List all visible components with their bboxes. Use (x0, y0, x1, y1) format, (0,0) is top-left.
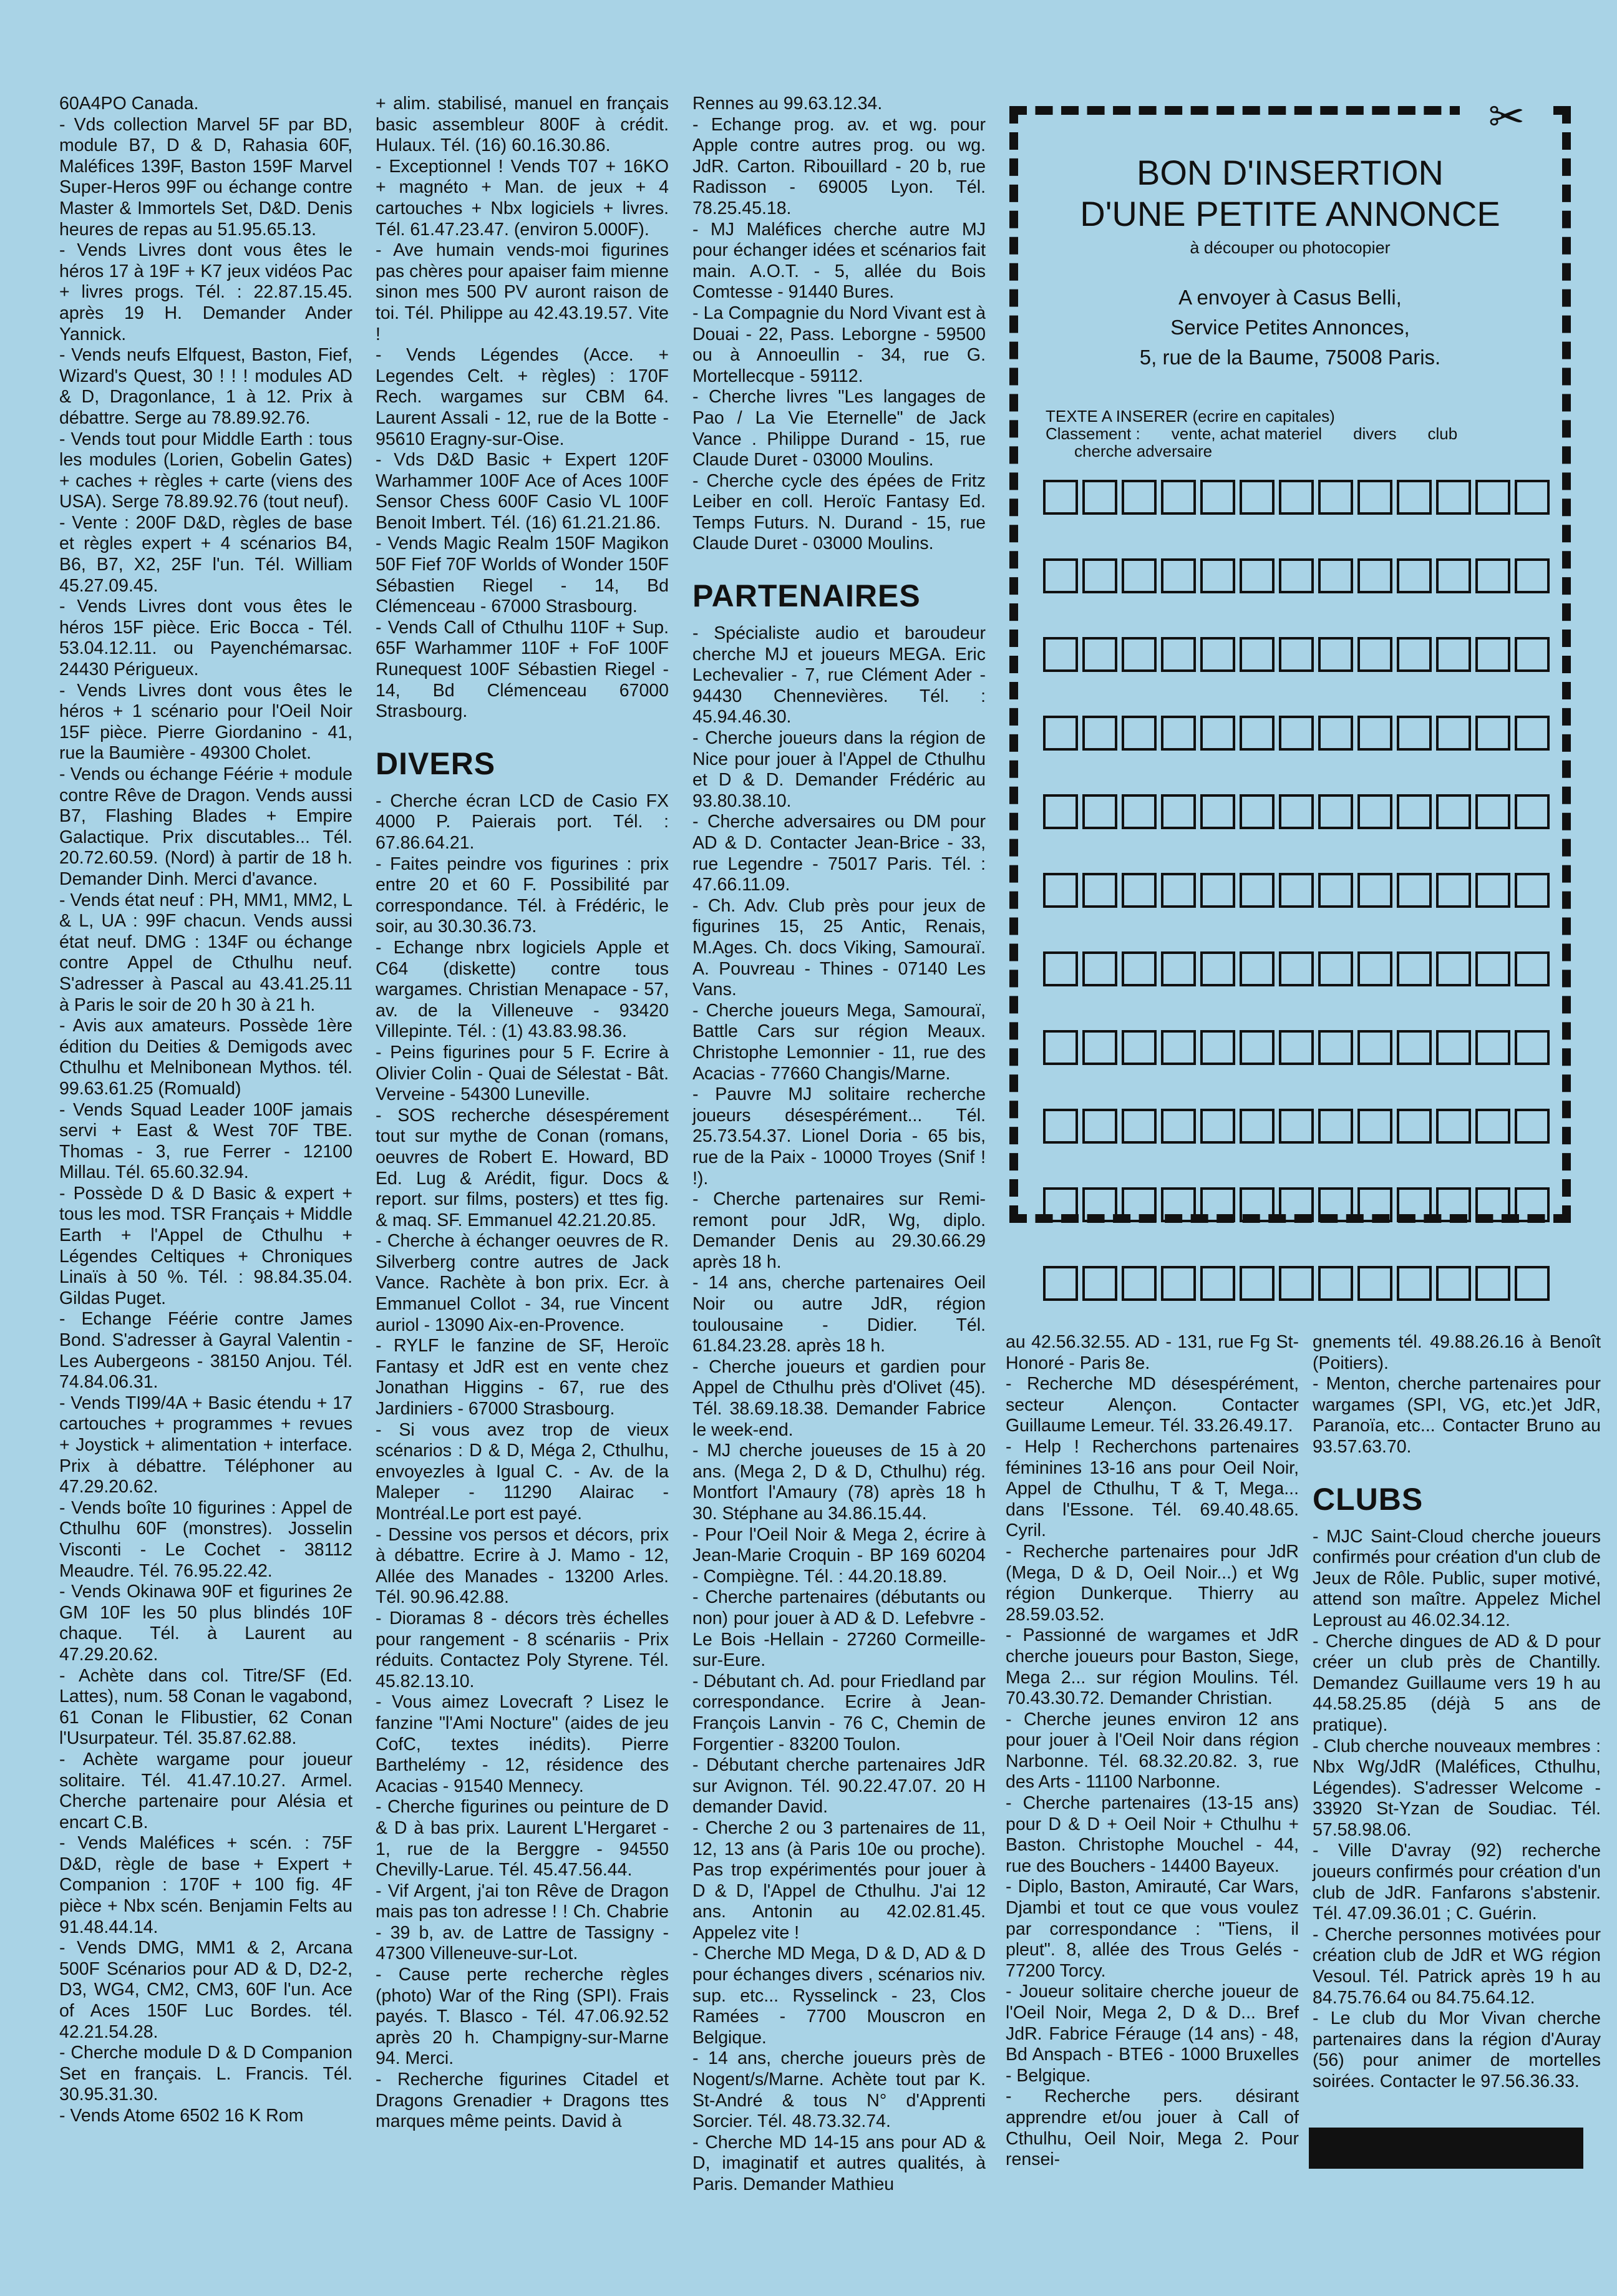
classified-ad: - Débutant cherche partenaires JdR sur Avignon. Tél. 90.22.47.07. 20 H demander David. (692, 1755, 986, 1817)
letter-box[interactable] (1515, 794, 1550, 829)
classified-ad: - Vends ou échange Féérie + module contre Rêve de Dragon. Vends aussi B7, Flashing Blades + Empire Galactique. Prix discutables... Tél. 20.72.60.59. (Nord) à partir de 18 h. Demander Dinh. Merci d'avance. (59, 764, 352, 889)
letter-box[interactable] (1397, 1030, 1432, 1065)
classified-ad: - Cherche jeunes environ 12 ans pour jouer à l'Oeil Noir dans région Narbonne. Tél. 68.32.20.82. 3, rue des Arts - 11100 Narbonne. (1006, 1709, 1299, 1793)
letter-box[interactable] (1122, 794, 1157, 829)
classified-ad: - Possède D & D Basic & expert + tous les mod. TSR Français + Middle Earth + l'Appel de Cthulhu + Légendes Celtiques + Chroniques Linaïs à 50 %. Tél. : 98.84.35.04. Gildas Puget. (59, 1183, 352, 1308)
letter-box[interactable] (1161, 951, 1196, 986)
ads-list (59, 94, 352, 2127)
letter-box[interactable] (1122, 1266, 1157, 1301)
classified-ad: - Cherche dingues de AD & D pour créer un club près de Chantilly. Demandez Guillaume vers 19 h au 44.58.25.85 (déjà 5 ans de pratique). (1313, 1631, 1601, 1735)
letter-box[interactable] (1436, 951, 1471, 986)
letter-box[interactable] (1082, 558, 1117, 593)
classified-ad: - Cherche joueurs Mega, Samouraï, Battle Cars sur région Meaux. Christophe Lemonnier - 11, rue des Acacias - 77660 Changis/Marne. (692, 1000, 986, 1084)
section-title-clubs: CLUBS (1313, 1481, 1424, 1517)
letter-box[interactable] (1200, 558, 1235, 593)
letter-box[interactable] (1200, 637, 1235, 672)
ads-list (692, 94, 986, 555)
coupon-text-line[interactable] (1043, 558, 1562, 598)
letter-box[interactable] (1279, 1187, 1314, 1222)
letter-box[interactable] (1240, 1030, 1275, 1065)
classified-ad: - Cause perte recherche règles (photo) War of the Ring (SPI). Frais payés. T. Blasco - Tél. 47.06.92.52 après 20 h. Champigny-sur-Marne 94. Merci. (376, 1965, 669, 2069)
letter-box[interactable] (1397, 637, 1432, 672)
classified-ad: - Cherche livres "Les langages de Pao / La Vie Eternelle" de Jack Vance . Philippe Durand - 15, rue Claude Duret - 03000 Moulins. (692, 387, 986, 470)
coupon-text-line[interactable] (1043, 1109, 1562, 1149)
classified-ad: - Help ! Recherchons partenaires féminines 13-16 ans pour Oeil Noir, Appel de Cthulhu, T & T, Mega... dans l'Essone. Tél. 69.40.48.65. Cyril. (1006, 1436, 1299, 1541)
section-title-partenaires: PARTENAIRES (692, 578, 921, 614)
letter-box[interactable] (1082, 873, 1117, 908)
letter-box[interactable] (1161, 1109, 1196, 1144)
letter-box[interactable] (1043, 480, 1078, 515)
letter-box[interactable] (1200, 1030, 1235, 1065)
letter-box[interactable] (1318, 1187, 1353, 1222)
letter-box[interactable] (1436, 873, 1471, 908)
classified-ad: - Cherche personnes motivées pour création club de JdR et WG région Vesoul. Tél. Patrick après 19 h au 84.75.76.64 ou 84.75.64.12. (1313, 1924, 1601, 2008)
letter-box[interactable] (1357, 1030, 1392, 1065)
letter-box[interactable] (1515, 480, 1550, 515)
classified-ad: - Vds collection Marvel 5F par BD, module B7, D & D, Rahasia 60F, Maléfices 139F, Baston 159F Marvel Super-Heros 99F ou échange contre Master & Immortels Set, D&D. Denis heures de repas au 51.95.65.13. (59, 114, 352, 240)
classified-ad: - Vends TI99/4A + Basic étendu + 17 cartouches + programmes + revues + Joystick + alimentation + interface. Prix à débattre. Téléphoner au 47.29.20.62. (59, 1393, 352, 1497)
coupon-text-line[interactable] (1043, 794, 1562, 834)
letter-box[interactable] (1240, 794, 1275, 829)
classified-ad: - Cherche MD Mega, D & D, AD & D pour échanges divers , scénarios niv. sup. etc... Rysselinck - 23, Clos Ramées - 7700 Mouscron en Belgique. (692, 1943, 986, 2048)
section-title-divers: DIVERS (376, 746, 496, 781)
letter-box[interactable] (1200, 1109, 1235, 1144)
coupon-text-line[interactable] (1043, 873, 1562, 913)
letter-box[interactable] (1436, 558, 1471, 593)
insertion-coupon (1009, 106, 1571, 1223)
letter-box[interactable] (1161, 558, 1196, 593)
classified-ad: - Cherche 2 ou 3 partenaires de 11, 12, 13 ans (à Paris 10e ou proche). Pas trop expérimentés pour jouer à D & D, l'Appel de Cthulhu. J'ai 12 ans. Antonin au 42.02.81.45. Appelez vite ! (692, 1817, 986, 1943)
classified-ad: - Vends Légendes (Acce. + Legendes Celt. + règles) : 170F Rech. wargames sur CBM 64. Laurent Assali - 12, rue de la Botte - 95610 Eragny-sur-Oise. (376, 345, 669, 449)
classified-ad: - 14 ans, cherche partenaires Oeil Noir ou autre JdR, région toulousaine - Didier. Tél. 61.84.23.28. après 18 h. (692, 1273, 986, 1356)
letter-box[interactable] (1240, 716, 1275, 751)
letter-box[interactable] (1161, 480, 1196, 515)
letter-box[interactable] (1043, 951, 1078, 986)
classified-ad: - Vends Livres dont vous êtes le héros + 1 scénario pour l'Oeil Noir 15F pièce. Pierre Giordanino - 41, rue la Baumière - 49300 Cholet. (59, 680, 352, 764)
letter-box[interactable] (1279, 794, 1314, 829)
letter-box[interactable] (1436, 716, 1471, 751)
classified-ad: - Cherche module D & D Companion Set en français. L. Francis. Tél. 30.95.31.30. (59, 2043, 352, 2105)
letter-box[interactable] (1475, 558, 1510, 593)
classified-ad: + alim. stabilisé, manuel en français basic assembleur 800F à crédit. Hulaux. Tél. (16) 60.16.30.86. (376, 94, 669, 156)
letter-box[interactable] (1397, 1187, 1432, 1222)
letter-box[interactable] (1436, 794, 1471, 829)
coupon-subtitle: à découper ou photocopier (1190, 238, 1391, 257)
letter-box[interactable] (1515, 1266, 1550, 1301)
letter-box[interactable] (1357, 558, 1392, 593)
classified-ad: au 42.56.32.55. AD - 131, rue Fg St-Honoré - Paris 8e. (1006, 1332, 1299, 1373)
letter-box[interactable] (1357, 951, 1392, 986)
letter-box[interactable] (1475, 951, 1510, 986)
letter-box[interactable] (1161, 873, 1196, 908)
ads-list (376, 94, 669, 722)
letter-box[interactable] (1515, 637, 1550, 672)
classified-ad: - Vends DMG, MM1 & 2, Arcana 500F Scénarios pour AD & D, D2-2, D3, WG4, CM2, CM3, 60F l'un. Ace of Aces 150F Luc Bordes. tél. 42.21.54.28. (59, 1938, 352, 2042)
letter-box[interactable] (1240, 1266, 1275, 1301)
classified-ad: - Vends Atome 6502 16 K Rom (59, 2106, 304, 2126)
classified-ad: - La Compagnie du Nord Vivant est à Douai - 22, Pass. Leborgne - 59500 ou à Annoeullin - 34, rue G. Mortellecque - 59112. (692, 303, 986, 386)
letter-box[interactable] (1240, 558, 1275, 593)
classified-ad: - Achète wargame pour joueur solitaire. Tél. 41.47.10.27. Armel. Cherche partenaire pour Alésia et encart C.B. (59, 1749, 352, 1832)
classified-ad: - Pour l'Oeil Noir & Mega 2, écrire à Jean-Marie Croquin - BP 169 60204 - Compiègne. Tél. : 44.20.18.89. (692, 1524, 986, 1587)
letter-box[interactable] (1122, 1030, 1157, 1065)
letter-box[interactable] (1318, 637, 1353, 672)
letter-box[interactable] (1515, 951, 1550, 986)
letter-box[interactable] (1397, 1109, 1432, 1144)
classified-ad: - Vends Squad Leader 100F jamais servi + East & West 70F TBE. Thomas - 3, rue Ferrer - 12100 Millau. Tél. 65.60.32.94. (59, 1099, 352, 1183)
letter-box[interactable] (1161, 1030, 1196, 1065)
coupon-classement (1046, 425, 1562, 442)
letter-box[interactable] (1357, 716, 1392, 751)
letter-box[interactable] (1082, 1109, 1117, 1144)
coupon-text-line[interactable] (1043, 480, 1562, 520)
letter-box[interactable] (1357, 480, 1392, 515)
letter-box[interactable] (1397, 794, 1432, 829)
letter-box[interactable] (1122, 1187, 1157, 1222)
letter-box[interactable] (1279, 558, 1314, 593)
ads-list (1313, 1332, 1601, 1458)
classified-ad: - Cherche figurines ou peinture de D & D à bas prix. Laurent L'Hergaret - 1, rue de la Berggre - 94550 Chevilly-Larue. Tél. 45.47.56.44. (376, 1797, 669, 1880)
letter-box[interactable] (1200, 480, 1235, 515)
letter-box[interactable] (1240, 1109, 1275, 1144)
ads-list (1006, 1332, 1299, 2171)
column-5 (1313, 1332, 1601, 2093)
letter-box[interactable] (1122, 716, 1157, 751)
letter-box[interactable] (1240, 480, 1275, 515)
letter-box[interactable] (1240, 1187, 1275, 1222)
classified-ad: - Club cherche nouveaux membres : Nbx Wg/JdR (Maléfices, Cthulhu, Légendes). S'adresser Welcome - 33920 St-Yzan de Soudiac. Tél. 57.58.98.06. (1313, 1736, 1601, 1840)
letter-box[interactable] (1475, 637, 1510, 672)
column-3 (692, 94, 986, 2196)
letter-box[interactable] (1043, 1109, 1078, 1144)
classified-ad: - Vous aimez Lovecraft ? Lisez le fanzine "l'Ami Nocture" (aides de jeu CofC, textes inédits). Pierre Barthelémy - 12, résidence des Acacias - 91540 Mennecy. (376, 1692, 669, 1796)
letter-box[interactable] (1515, 1187, 1550, 1222)
classified-ad: - Exceptionnel ! Vends T07 + 16KO + magnéto + Man. de jeux + 4 cartouches + Nbx logiciels + livres. Tél. 61.47.23.47. (environ 5.000F). (376, 156, 669, 240)
classified-ad: - Passionné de wargames et JdR cherche joueurs pour Baston, Siege, Mega 2... sur région Moulins. Tél. 70.43.30.72. Demander Christian. (1006, 1625, 1299, 1709)
letter-box[interactable] (1043, 1266, 1078, 1301)
letter-box[interactable] (1515, 716, 1550, 751)
letter-box[interactable] (1397, 951, 1432, 986)
letter-box[interactable] (1122, 558, 1157, 593)
coupon-text-line[interactable] (1043, 716, 1562, 756)
classified-ad: - Peins figurines pour 5 F. Ecrire à Olivier Colin - Quai de Sélestat - Bât. Verveine - 54300 Luneville. (376, 1042, 669, 1105)
letter-box[interactable] (1279, 873, 1314, 908)
letter-box[interactable] (1122, 873, 1157, 908)
classified-ad: - Vif Argent, j'ai ton Rêve de Dragon mais pas ton adresse ! ! Ch. Chabrie - 39 b, av. de Lattre de Tassigny - 47300 Villeneuve-sur-Lot. (376, 1880, 669, 1964)
classified-ad: - Vente : 200F D&D, règles de base et règles expert + 4 scénarios B4, B6, B7, X2, 25F l'un. Tél. William 45.27.09.45. (59, 512, 352, 596)
classified-ad: - Cherche cycle des épées de Fritz Leiber en coll. Heroïc Fantasy Ed. Temps Futurs. N. Durand - 15, rue Claude Duret - 03000 Moulins. (692, 470, 986, 554)
letter-box[interactable] (1043, 558, 1078, 593)
coupon-text-line[interactable] (1043, 637, 1562, 677)
letter-box[interactable] (1318, 716, 1353, 751)
letter-box[interactable] (1357, 1266, 1392, 1301)
classified-ad: - Recherche pers. désirant apprendre et/ou jouer à Call of Cthulhu, Oeil Noir, Mega 2. Pour rensei- (1006, 2086, 1299, 2170)
classified-ad: - Débutant ch. Ad. pour Friedland par correspondance. Ecrire à Jean-François Lanvin - 76 C, Chemin de Forgentier - 83200 Toulon. (692, 1671, 986, 1754)
letter-box[interactable] (1318, 1109, 1353, 1144)
letter-box[interactable] (1200, 1266, 1235, 1301)
classified-ad: - MJ cherche joueuses de 15 à 20 ans. (Mega 2, D & D, Cthulhu) rég. Montfort l'Amaury (78) après 18 h 30. Stéphane au 34.86.15.44. (692, 1441, 986, 1524)
letter-box[interactable] (1318, 1266, 1353, 1301)
letter-box[interactable] (1043, 873, 1078, 908)
classified-ad: - Vends neufs Elfquest, Baston, Fief, Wizard's Quest, 30 ! ! ! modules AD & D, Dragonlance, 1 à 12. Prix à débattre. Serge au 78.89.92.76. (59, 345, 352, 428)
coupon-address-line: A envoyer à Casus Belli, (1178, 286, 1402, 309)
classified-ad: gnements tél. 49.88.26.16 à Benoît (Poitiers). (1313, 1332, 1601, 1373)
letter-box[interactable] (1357, 873, 1392, 908)
classified-ad: - Vends boîte 10 figurines : Appel de Cthulhu 60F (monstres). Josselin Visconti - Le Cochet - 38112 Meaudre. Tél. 76.95.22.42. (59, 1497, 352, 1581)
classified-ad: - Avis aux amateurs. Possède 1ère édition du Deities & Demigods avec Cthulhu et Melnibonean Mythos. tél. 99.63.61.25 (Romuald) (59, 1016, 352, 1099)
letter-box[interactable] (1043, 794, 1078, 829)
classified-ad: - Ch. Adv. Club près pour jeux de figurines 15, 25 Antic, Renais, M.Ages. Ch. docs Viking, Samouraï. A. Pouvreau - Thines - 07140 Les Vans. (692, 895, 986, 1000)
letter-box[interactable] (1240, 951, 1275, 986)
letter-box[interactable] (1082, 1030, 1117, 1065)
classified-ad: - Vends Call of Cthulhu 110F + Sup. 65F Warhammer 110F + FoF 100F Runequest 100F Sébastien Riegel - 14, Bd Clémenceau 67000 Strasbourg. (376, 617, 669, 722)
classified-ad: - Echange Féérie contre James Bond. S'adresser à Gayral Valentin - Les Aubergeons - 38150 Anjou. Tél. 74.84.06.31. (59, 1309, 352, 1393)
classified-ad: - Cherche adversaires ou DM pour AD & D. Contacter Jean-Brice - 33, rue Legendre - 75017 Paris. Tél. : 47.66.11.09. (692, 812, 986, 895)
classified-ad: - Cherche partenaires sur Remi-remont pour JdR, Wg, diplo. Demander Denis au 29.30.66.29 après 18 h. (692, 1189, 986, 1272)
letter-box[interactable] (1279, 1109, 1314, 1144)
letter-box[interactable] (1318, 873, 1353, 908)
letter-box[interactable] (1122, 951, 1157, 986)
classified-ad: - Cherche écran LCD de Casio FX 4000 P. Paierais port. Tél. : 67.86.64.21. (376, 790, 669, 853)
letter-box[interactable] (1200, 873, 1235, 908)
letter-box[interactable] (1397, 873, 1432, 908)
coupon-instruction: TEXTE A INSERER (ecrire en capitales) (1046, 407, 1335, 426)
coupon-title-line1: BON D'INSERTION (1137, 153, 1444, 192)
classified-ad: - Menton, cherche partenaires pour wargames (SPI, VG, etc.)et JdR, Paranoïa, etc... Contacter Bruno au 93.57.63.70. (1313, 1374, 1601, 1457)
classified-ad: - 14 ans, cherche joueurs près de Nogent/s/Marne. Achète tout par K. St-André & tous N° d'Apprenti Sorcier. Tél. 48.73.32.74. (692, 2048, 986, 2132)
classified-ad: - Echange nbrx logiciels Apple et C64 (diskette) contre tous wargames. Christian Menapace - 57, av. de la Villeneuve - 93420 Villepinte. Tél. : (1) 43.83.98.36. (376, 937, 669, 1042)
letter-box[interactable] (1515, 873, 1550, 908)
letter-box[interactable] (1436, 1109, 1471, 1144)
letter-box[interactable] (1515, 558, 1550, 593)
classified-ad: - Vends tout pour Middle Earth : tous les modules (Lorien, Gobelin Gates) + caches + règles + carte (viens des USA). Serge 78.89.92.76 (tout neuf). (59, 429, 352, 512)
letter-box[interactable] (1318, 951, 1353, 986)
coupon-title-line2: D'UNE PETITE ANNONCE (1080, 194, 1500, 233)
classement-vente[interactable]: vente, achat materiel (1171, 424, 1323, 443)
ads-list (1313, 1527, 1601, 2093)
classified-ad: - Vends Magic Realm 150F Magikon 50F Fief 70F Worlds of Wonder 150F Sébastien Riegel - 14, Bd Clémenceau - 67000 Strasbourg. (376, 533, 669, 617)
coupon-text-line[interactable] (1043, 1266, 1562, 1306)
letter-box[interactable] (1122, 637, 1157, 672)
column-1 (59, 94, 352, 2127)
letter-box[interactable] (1043, 637, 1078, 672)
classified-ad: - Dessine vos persos et décors, prix à débattre. Ecrire à J. Mamo - 12, Allée des Manades - 13200 Arles. Tél. 90.96.42.88. (376, 1524, 669, 1608)
letter-box[interactable] (1397, 480, 1432, 515)
letter-box[interactable] (1161, 716, 1196, 751)
classified-ad: - Cherche MD 14-15 ans pour AD & D, imaginatif et autres qualités, à Paris. Demander Mathieu (692, 2132, 986, 2194)
letter-box[interactable] (1161, 637, 1196, 672)
letter-box[interactable] (1122, 480, 1157, 515)
coupon-address-line: Service Petites Annonces, (1170, 316, 1410, 339)
classified-ad: - Ville D'avray (92) recherche joueurs confirmés pour création d'un club de JdR. Fanfarons s'abstenir. Tél. 47.09.36.01 ; C. Guérin. (1313, 1841, 1601, 1924)
letter-box[interactable] (1161, 1187, 1196, 1222)
classified-ad: - MJC Saint-Cloud cherche joueurs confirmés pour création d'un club de Jeux de Rôle. Public, super motivé, attend son maître. Appelez Michel Leproust au 46.02.34.12. (1313, 1526, 1601, 1630)
classified-ad: - Dioramas 8 - décors très échelles pour rangement - 8 scénariis - Prix réduits. Contactez Poly Styrene. Tél. 45.82.13.10. (376, 1608, 669, 1691)
letter-box[interactable] (1082, 716, 1117, 751)
letter-box[interactable] (1279, 480, 1314, 515)
letter-box[interactable] (1515, 1109, 1550, 1144)
coupon-text-line[interactable] (1043, 1030, 1562, 1070)
coupon-text-grid[interactable] (1043, 480, 1562, 1306)
classified-ad: - Si vous avez trop de vieux scénarios : D & D, Méga 2, Cthulhu, envoyezles à Igual C. - Av. de la Maleper - 11290 Alairac - Montréal.Le port est payé. (376, 1419, 669, 1524)
coupon-title (1018, 152, 1562, 235)
letter-box[interactable] (1397, 558, 1432, 593)
classified-ad: - Achète dans col. Titre/SF (Ed. Lattes), num. 58 Conan le vagabond, 61 Conan le Flibustier, 62 Conan l'Usurpateur. Tél. 35.87.62.88. (59, 1665, 352, 1749)
classified-ad: - Spécialiste audio et baroudeur cherche MJ et joueurs MEGA. Eric Lechevalier - 7, rue Clément Ader - 94430 Chennevières. Tél. : 45.94.46.30. (692, 623, 986, 727)
letter-box[interactable] (1436, 1030, 1471, 1065)
letter-box[interactable] (1436, 1266, 1471, 1301)
classement-divers[interactable]: divers (1353, 424, 1397, 443)
classified-ad: - Cherche joueurs et gardien pour Appel de Cthulhu près d'Olivet (45). Tél. 38.69.18.38. Demander Fabrice le week-end. (692, 1356, 986, 1440)
classified-ad: - Vends Maléfices + scén. : 75F D&D, règle de base + Expert + Companion : 170F + 100 fig. 4F pièce + Nbx scén. Benjamin Felts au 91.48.44.14. (59, 1833, 352, 1937)
classified-ad: - Cherche partenaires (débutants ou non) pour jouer à AD & D. Lefebvre - Le Bois -Hellain - 27260 Cormeille-sur-Eure. (692, 1587, 986, 1671)
classified-ad: - Vends Livres dont vous êtes le héros 15F pièce. Eric Bocca - Tél. 53.04.12.11. ou Payenchémarsac. 24430 Périgueux. (59, 596, 352, 680)
classified-ad: - Faites peindre vos figurines : prix entre 20 et 60 F. Possibilité par correspondance. Tél. à Frédéric, le soir, au 30.30.36.73. (376, 854, 669, 937)
classified-ad: - Vends Livres dont vous êtes le héros 17 à 19F + K7 jeux vidéos Pac + livres progs. Tél. : 22.87.15.45. après 19 H. Demander Ander Yannick. (59, 240, 352, 344)
letter-box[interactable] (1515, 1030, 1550, 1065)
classified-ad: - Vends état neuf : PH, MM1, MM2, L & L, UA : 99F chacun. Vends aussi état neuf. DMG : 134F ou échange contre Appel de Cthulhu neuf. S'adresser à Pascal au 43.41.25.11 à Paris le soir de 20 h 30 à 21 h. (59, 890, 352, 1015)
letter-box[interactable] (1436, 637, 1471, 672)
letter-box[interactable] (1279, 951, 1314, 986)
letter-box[interactable] (1082, 1187, 1117, 1222)
classified-ad: Rennes au 99.63.12.34. (692, 94, 883, 114)
classified-ad: - SOS recherche désespérement tout sur mythe de Conan (romans, oeuvres de Robert E. Howard, BD Ed. Lug & Arédit, figur. Docs & report. sur films, posters) et ttes fig. & maq. SF. Emmanuel 42.21.20.85. (376, 1105, 669, 1230)
letter-box[interactable] (1200, 951, 1235, 986)
classified-ad: - Echange prog. av. et wg. pour Apple contre autres prog. ou wg. JdR. Carton. Ribouillard - 20 b, rue Radisson - 69005 Lyon. Tél. 78.25.45.18. (692, 114, 986, 218)
coupon-address (1018, 283, 1562, 372)
letter-box[interactable] (1318, 794, 1353, 829)
letter-box[interactable] (1475, 873, 1510, 908)
classement-adversaire[interactable]: cherche adversaire (1074, 442, 1213, 460)
letter-box[interactable] (1279, 716, 1314, 751)
letter-box[interactable] (1240, 873, 1275, 908)
letter-box[interactable] (1200, 1187, 1235, 1222)
letter-box[interactable] (1475, 1109, 1510, 1144)
classified-ad: - Vds D&D Basic + Expert 120F Warhammer 100F Ace of Aces 100F Sensor Chess 600F Casio VL 100F Benoit Imbert. Tél. (16) 61.21.21.86. (376, 450, 669, 533)
letter-box[interactable] (1082, 480, 1117, 515)
letter-box[interactable] (1475, 1030, 1510, 1065)
letter-box[interactable] (1043, 1030, 1078, 1065)
classified-ad: - Recherche MD désespérément, secteur Alençon. Contacter Guillaume Lemeur. Tél. 33.26.49.17. (1006, 1374, 1299, 1436)
classified-ad: - MJ Maléfices cherche autre MJ pour échanger idées et scénarios fait main. A.O.T. - 5, allée du Bois Comtesse - 91440 Bures. (692, 219, 986, 303)
classified-ad: - Ave humain vends-moi figurines pas chères pour apaiser faim mienne sinon mes 500 PV auront raison de toi. Tél. Philippe au 42.43.19.57. Vite ! (376, 240, 669, 344)
letter-box[interactable] (1397, 716, 1432, 751)
letter-box[interactable] (1122, 1109, 1157, 1144)
classified-ad: - Le club du Mor Vivan cherche partenaires dans la région d'Auray (56) pour animer de mortelles soirées. Contacter le 97.56.36.33. (1313, 2008, 1601, 2091)
coupon-address-line: 5, rue de la Baume, 75008 Paris. (1139, 346, 1441, 369)
letter-box[interactable] (1161, 1266, 1196, 1301)
ads-list (376, 791, 669, 2133)
classified-ad: - Cherche à échanger oeuvres de R. Silverberg contre autres de Jack Vance. Rachète à bon prix. Ecr. à Emmanuel Collot - 34, rue Vincent auriol - 13090 Aix-en-Provence. (376, 1231, 669, 1335)
letter-box[interactable] (1240, 637, 1275, 672)
column-2 (376, 94, 669, 2133)
coupon-text-line[interactable] (1043, 951, 1562, 991)
classified-ad: - Cherche partenaires (13-15 ans) pour D & D + Oeil Noir + Cthulhu + Baston. Christophe Mouchel - 44, rue des Bouchers - 14400 Bayeux. (1006, 1793, 1299, 1876)
classement-label: Classement : (1046, 424, 1140, 443)
classified-ad: - Diplo, Baston, Amirauté, Car Wars, Djambi et tout ce que vous voulez par correspondance : "Tiens, il pleut". 8, allée des Trous Gelés - 77200 Torcy. (1006, 1877, 1299, 1981)
letter-box[interactable] (1200, 716, 1235, 751)
letter-box[interactable] (1475, 794, 1510, 829)
classified-ad: - Pauvre MJ solitaire recherche joueurs désespérément... Tél. 25.73.54.37. Lionel Doria - 65 bis, rue de la Paix - 10000 Troyes (Snif ! !). (692, 1084, 986, 1189)
letter-box[interactable] (1082, 951, 1117, 986)
letter-box[interactable] (1436, 1187, 1471, 1222)
letter-box[interactable] (1082, 794, 1117, 829)
letter-box[interactable] (1397, 1266, 1432, 1301)
coupon-text-line[interactable] (1043, 1187, 1562, 1227)
ads-list (692, 623, 986, 2196)
classified-ad: - Recherche figurines Citadel et Dragons Grenadier + Dragons ttes marques même peints. David à (376, 2070, 669, 2132)
letter-box[interactable] (1043, 716, 1078, 751)
letter-box[interactable] (1318, 558, 1353, 593)
classified-ad: - RYLF le fanzine de SF, Heroïc Fantasy et JdR est en vente chez Jonathan Higgins - 67, rue des Jardiniers - 67000 Strasbourg. (376, 1336, 669, 1419)
classified-ad: - Vends Okinawa 90F et figurines 2e GM 10F les 50 plus blindés 10F chaque. Tél. à Laurent au 47.29.20.62. (59, 1582, 352, 1665)
letter-box[interactable] (1475, 1187, 1510, 1222)
letter-box[interactable] (1475, 716, 1510, 751)
letter-box[interactable] (1475, 480, 1510, 515)
letter-box[interactable] (1082, 637, 1117, 672)
letter-box[interactable] (1357, 1109, 1392, 1144)
letter-box[interactable] (1357, 637, 1392, 672)
classified-ad: 60A4PO Canada. (59, 94, 199, 114)
letter-box[interactable] (1279, 1266, 1314, 1301)
letter-box[interactable] (1279, 637, 1314, 672)
letter-box[interactable] (1200, 794, 1235, 829)
letter-box[interactable] (1475, 1266, 1510, 1301)
classified-ad: - Joueur solitaire cherche joueur de l'Oeil Noir, Mega 2, D & D... Bref JdR. Fabrice Férauge (14 ans) - 48, Bd Anspach - BTE6 - 1000 Bruxelles - Belgique. (1006, 1982, 1299, 2086)
decorative-bar (1309, 2128, 1583, 2169)
letter-box[interactable] (1318, 1030, 1353, 1065)
letter-box[interactable] (1161, 794, 1196, 829)
classified-ad: - Recherche partenaires pour JdR (Mega, D & D, Oeil Noir...) et Wg région Dunkerque. Thierry au 28.59.03.52. (1006, 1541, 1299, 1625)
letter-box[interactable] (1357, 1187, 1392, 1222)
letter-box[interactable] (1043, 1187, 1078, 1222)
letter-box[interactable] (1357, 794, 1392, 829)
scissors-icon: ✂ (1460, 95, 1553, 139)
classement-club[interactable]: club (1427, 424, 1458, 443)
classified-ad: - Cherche joueurs dans la région de Nice pour jouer à l'Appel de Cthulhu et D & D. Demander Frédéric au 93.80.38.10. (692, 728, 986, 811)
letter-box[interactable] (1279, 1030, 1314, 1065)
letter-box[interactable] (1082, 1266, 1117, 1301)
column-4 (1006, 1332, 1299, 2171)
letter-box[interactable] (1436, 480, 1471, 515)
letter-box[interactable] (1318, 480, 1353, 515)
